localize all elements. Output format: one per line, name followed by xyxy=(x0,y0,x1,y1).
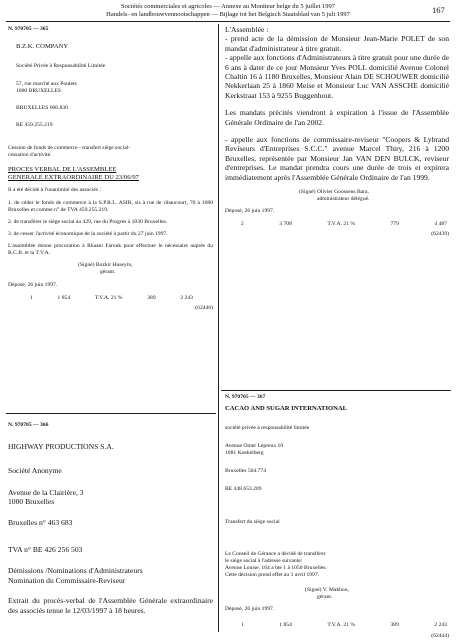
body-line-4: Cette décision prend effet au 1 avril 1997. xyxy=(225,572,320,579)
fee-total: 2 243 xyxy=(434,622,447,629)
fee-amount: 1 854 xyxy=(279,622,292,629)
subject-line-1: Démissions /Nominations d'Administrateurs xyxy=(8,566,143,576)
fee-vat-label: T.V.A. 21 % xyxy=(94,294,123,301)
extract-text: Extrait du procès-verbal de l'Assemblée Générale extraordinaire des associés tenue le 12/03/1997 à 18 heures. xyxy=(8,596,213,615)
company-name: CACAO AND SUGAR INTERNATIONAL xyxy=(225,405,348,412)
resignation-text: - prend acte de la démission de Monsieur Jean-Marie POLET de son mandat d'administrateur à titre gratuit. xyxy=(225,34,449,53)
signature-name: (Signé) V. Makhou, xyxy=(305,587,349,594)
fee-amount: 3 708 xyxy=(279,221,292,228)
registry-number: Bruxelles 564.774 xyxy=(225,468,267,475)
signature-role: gérant. xyxy=(317,594,333,601)
signature-name: (Signé) Bozkir Huseyin, xyxy=(78,261,133,268)
fee-count: 1 xyxy=(241,622,244,629)
decision-item-2: 2. de transférer le siège social au 429, rue du Progrès à 1030 Bruxelles. xyxy=(8,218,168,225)
vat-number: BE 459.255.219 xyxy=(16,122,53,129)
auditor-text: - appelle aux fonctions de commissaire-reviseur "Coopers & Lybrand Reviseurs d'Entreprises S.C.C." avenue Marcel Thiry, 216 à 1200 Bruxelles, représentée par Monsieur Jan VAN DEN BULCK, reviseur d'entreprises. Le mandat prendra cours une durée de trois et expirera immédiatement après l'Assemblée Générale Ordinaire de l'an 1999. xyxy=(225,135,449,182)
fee-vat: 389 xyxy=(147,294,156,301)
registry-number: BRUXELLES 606.830 xyxy=(16,105,68,112)
notice-366-continued xyxy=(225,25,449,238)
company-form: Société Anonyme xyxy=(8,466,62,476)
reference-number: (62444) xyxy=(431,633,449,640)
signature-name: (Signé) Olivier Goossens Bara, xyxy=(299,189,369,196)
decision-item-1: 1. de céder le fonds de commerce à la S.P.R.L. ASIR, sis à rue de ribaucourt, 70 à 1080 Bruxelles et comme n° de TVA 459.255.219. xyxy=(8,199,213,213)
subject-line-2: Nomination du Commissaire-Reviseur xyxy=(8,575,126,585)
mandate-expiry-text: Les mandats précités viendront à expiration à l'issue de l'Assemblée Générale Ordinaire de l'an 2002. xyxy=(225,108,449,127)
page-number: 167 xyxy=(432,5,445,15)
body-line-1: Le Conseil de Gérance a décidé de transférer xyxy=(225,551,326,558)
appointment-text: - appelle aux fonctions d'Administrateurs à titre gratuit pour une durée de 6 ans à dater de ce jour Monsieur Yves POLL domicilié Avenue Colonel Chaltin 16 à 1180 Bruxelles, Monsieur Alain DE SCHOUWER domicilié Nekkerlaan 25 à 1860 Meise et Monsieur Luc VAN ASSCHE domicilié Kerkstraat 153 à 9255 Buggenhout. xyxy=(225,53,449,100)
header-line-2: Handels- en landbouwvennootschappen — Bijlage tot het Belgisch Staatsblad van 5 juli 1997 xyxy=(106,11,350,18)
deposit-date: Déposé, 26 juin 1997. xyxy=(8,281,58,288)
fee-vat: 389 xyxy=(390,622,399,629)
fee-total: 2 243 xyxy=(180,294,193,301)
deposit-date: Déposé, 26 juin 1997. xyxy=(225,606,275,613)
header-line-1: Sociétés commerciales et agricoles — Annexe au Moniteur belge du 5 juillet 1997 xyxy=(120,3,336,10)
mandate-text: L'assemblée donne procuration à Rhaani Farouk pour effectuer le nécessaire auprès du R.C.B. et la T.V.A. xyxy=(8,242,213,256)
fee-totals xyxy=(225,622,449,629)
notice-367 xyxy=(225,394,449,640)
section-title-2: GENERALE EXTRAORDINAIRE DU 23/06/97 xyxy=(8,174,139,182)
fee-count: 2 xyxy=(241,221,244,228)
notice-366 xyxy=(8,422,213,615)
address-line-2: 1081 Koekelberg xyxy=(225,450,264,457)
signature-role: administrateur délégué. xyxy=(317,196,370,203)
company-name: B.Z.K. COMPANY xyxy=(16,43,69,50)
separator-rule xyxy=(221,390,451,391)
deposit-date: Déposé, 26 juin 1997. xyxy=(225,208,275,215)
company-name: HIGHWAY PRODUCTIONS S.A. xyxy=(8,442,114,451)
body-line-3: Avenue Louise, 164 a bte 1 à 1050 Bruxelles. xyxy=(225,565,327,572)
subject-text: Transfert du siège social xyxy=(225,519,280,526)
reference-number: (62439) xyxy=(431,231,449,238)
address-line-1: Avenue de la Clairière, 3 xyxy=(8,487,84,497)
subject-line-1: Cession de fonds de commerce - transfert siège social- xyxy=(8,145,131,152)
vat-number: TVA n° BE 426 256 503 xyxy=(8,545,83,555)
column-divider xyxy=(218,24,219,632)
fee-vat: 779 xyxy=(390,221,399,228)
intro-text: Il a été décidé à l'unanimité des associés : xyxy=(8,186,101,193)
fee-totals xyxy=(225,221,449,228)
address-line-1: Avenue Omer Lepreux 10 xyxy=(225,443,284,450)
assembly-label: L'Assemblée : xyxy=(225,25,269,34)
header-rule xyxy=(6,21,450,22)
company-form: société privée à responsabilité limitée xyxy=(225,425,310,432)
fee-amount: 1 854 xyxy=(57,294,71,301)
section-title-1: PROCES VERBAL DE L'ASSEMBLEE xyxy=(8,166,117,174)
subject-line-2: cessation d'activité. xyxy=(8,152,52,159)
fee-vat-label: T.V.A. 21 % xyxy=(327,622,355,629)
vat-number: BE 448.653.209 xyxy=(225,486,262,493)
separator-rule xyxy=(6,413,216,414)
fee-totals xyxy=(8,295,213,302)
notice-number: N. 970705 — 367 xyxy=(225,394,266,400)
notice-365 xyxy=(8,26,213,312)
registry-number: Bruxelles n° 463 683 xyxy=(8,517,73,527)
company-form: Société Privée à Responsabilité Limitée xyxy=(16,63,106,70)
notice-number: N. 970705 — 365 xyxy=(8,26,49,32)
address-line-2: 1000 Bruxelles xyxy=(8,497,55,507)
signature-role: gérant. xyxy=(100,268,116,275)
fee-total: 4 487 xyxy=(434,221,447,228)
body-line-2: le siège social à l'adresse suivante: xyxy=(225,558,303,565)
address-line-1: 57, rue marché aux Poulets xyxy=(16,81,77,88)
notice-number: N. 970705 — 366 xyxy=(8,422,49,428)
fee-vat-label: T.V.A. 21 % xyxy=(327,221,355,228)
reference-number: (62440) xyxy=(195,304,213,311)
fee-count: 1 xyxy=(30,294,33,301)
address-line-2: 1000 BRUXELLES xyxy=(16,88,61,95)
decision-item-3: 3. de cesser l'activité économique de la société à partir du 27 juin 1997. xyxy=(8,230,168,237)
